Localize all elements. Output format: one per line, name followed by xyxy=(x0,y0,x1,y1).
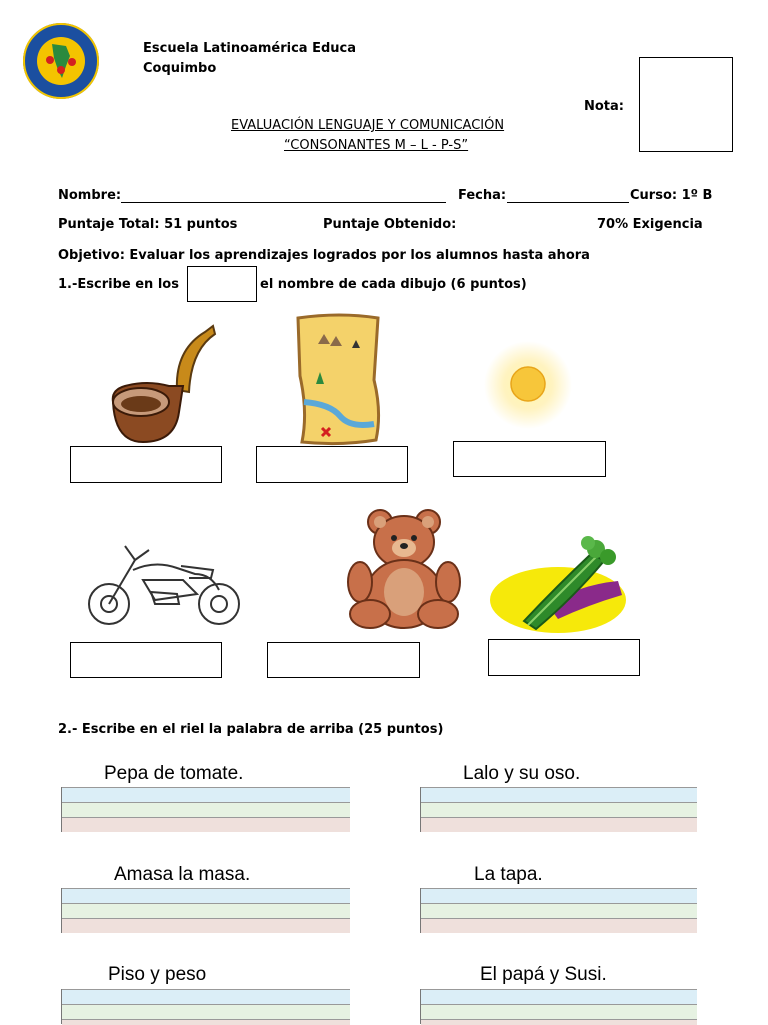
teddy-bear-picture xyxy=(342,502,467,632)
writing-rail-4[interactable] xyxy=(420,888,697,933)
title-line-1: EVALUACIÓN LENGUAJE Y COMUNICACIÓN xyxy=(231,118,505,133)
title-line-2: “CONSONANTES M – L - P-S” xyxy=(284,138,469,153)
school-name: Escuela Latinoamérica Educa xyxy=(143,41,356,56)
phrase-3: Amasa la masa. xyxy=(114,864,251,885)
q1-prefix: 1.-Escribe en los xyxy=(58,277,179,292)
puntaje-obtenido: Puntaje Obtenido: xyxy=(323,217,457,232)
writing-rail-5[interactable] xyxy=(61,989,350,1024)
phrase-5: Piso y peso xyxy=(108,964,207,985)
answer-box-4[interactable] xyxy=(70,642,222,678)
phrase-4: La tapa. xyxy=(474,864,543,885)
puntaje-total: Puntaje Total: 51 puntos xyxy=(58,217,238,232)
q1-example-box xyxy=(187,266,257,302)
curso-label: Curso: 1º B xyxy=(630,188,713,203)
school-logo xyxy=(22,22,100,100)
fecha-label: Fecha: xyxy=(458,188,507,203)
q2-instruction: 2.- Escribe en el riel la palabra de arriba (25 puntos) xyxy=(58,722,444,737)
pipe-picture xyxy=(105,320,220,445)
objetivo: Objetivo: Evaluar los aprendizajes logrados por los alumnos hasta ahora xyxy=(58,248,590,263)
fecha-field[interactable] xyxy=(507,188,629,203)
nombre-field[interactable] xyxy=(121,188,446,203)
map-picture xyxy=(290,312,385,447)
exigencia: 70% Exigencia xyxy=(597,217,703,232)
nota-label: Nota: xyxy=(584,99,624,114)
phrase-6: El papá y Susi. xyxy=(480,964,607,985)
writing-rail-1[interactable] xyxy=(61,787,350,832)
sun-picture xyxy=(483,340,573,430)
writing-rail-3[interactable] xyxy=(61,888,350,933)
celery-picture xyxy=(488,535,628,635)
answer-box-6[interactable] xyxy=(488,639,640,676)
phrase-2: Lalo y su oso. xyxy=(463,763,581,784)
writing-rail-2[interactable] xyxy=(420,787,697,832)
answer-box-3[interactable] xyxy=(453,441,606,477)
writing-rail-6[interactable] xyxy=(420,989,697,1024)
q1-suffix: el nombre de cada dibujo (6 puntos) xyxy=(260,277,527,292)
nota-box[interactable] xyxy=(639,57,733,152)
phrase-1: Pepa de tomate. xyxy=(104,763,244,784)
motorcycle-picture xyxy=(85,540,245,632)
school-city: Coquimbo xyxy=(143,61,217,76)
answer-box-5[interactable] xyxy=(267,642,420,678)
answer-box-2[interactable] xyxy=(256,446,408,483)
nombre-label: Nombre: xyxy=(58,188,122,203)
answer-box-1[interactable] xyxy=(70,446,222,483)
